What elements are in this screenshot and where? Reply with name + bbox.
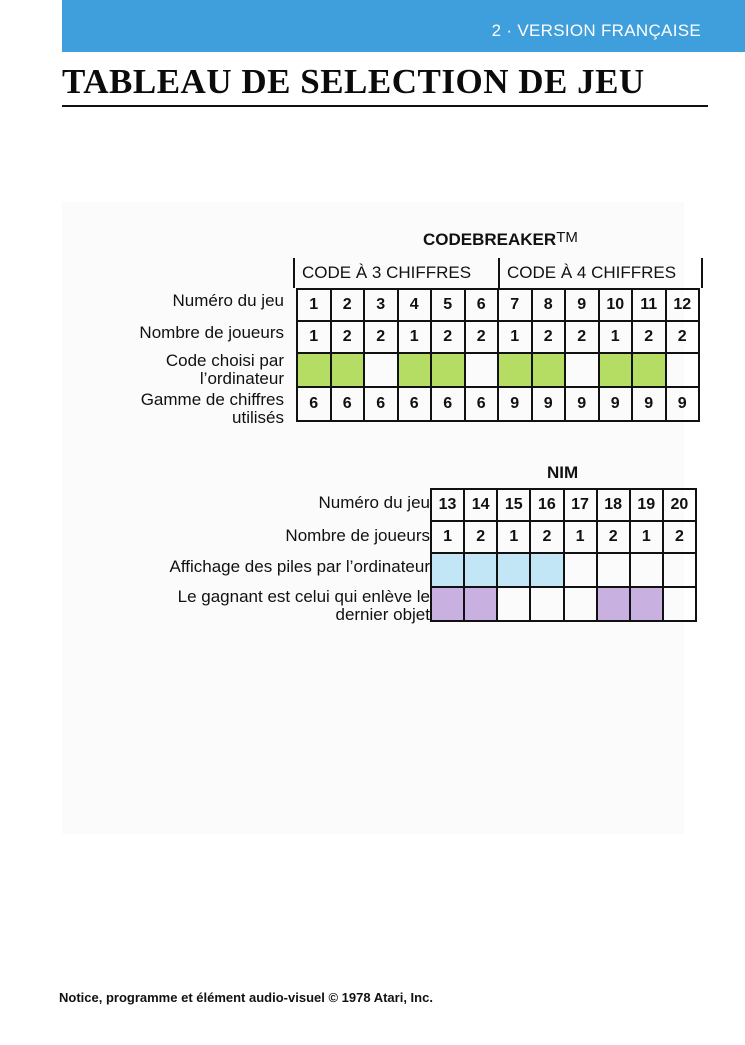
digit-range-cell: 9 <box>599 387 633 421</box>
winner-cell <box>497 587 530 621</box>
trademark-mark: TM <box>556 229 578 246</box>
game-number-cell: 11 <box>632 289 666 321</box>
nim-grid <box>430 488 697 622</box>
digit-range-cell: 6 <box>364 387 398 421</box>
players-cell: 1 <box>564 521 597 553</box>
game-number-cell: 2 <box>331 289 365 321</box>
pile-display-cell <box>663 553 696 587</box>
digit-range-cell: 9 <box>666 387 700 421</box>
game-number-cell: 5 <box>431 289 465 321</box>
nim-row-game-number <box>431 489 696 521</box>
players-cell: 1 <box>498 321 532 353</box>
nim-title: NIM <box>547 463 579 482</box>
players-cell: 1 <box>497 521 530 553</box>
codebreaker-title: CODEBREAKERTM <box>423 229 578 249</box>
pile-display-cell <box>530 553 563 587</box>
pile-display-cell <box>497 553 530 587</box>
players-cell: 2 <box>364 321 398 353</box>
digit-range-cell: 9 <box>632 387 666 421</box>
nim-row-label-winner: Le gagnant est celui qui enlève le dernier objet <box>177 587 430 624</box>
players-cell: 2 <box>565 321 599 353</box>
game-number-cell: 3 <box>364 289 398 321</box>
computer-code-cell <box>297 353 331 387</box>
game-number-cell: 13 <box>431 489 464 521</box>
players-cell: 2 <box>597 521 630 553</box>
players-cell: 2 <box>431 321 465 353</box>
players-cell: 2 <box>331 321 365 353</box>
winner-cell <box>464 587 497 621</box>
codebreaker-grid <box>296 288 700 422</box>
computer-code-cell <box>532 353 566 387</box>
players-cell: 1 <box>599 321 633 353</box>
pile-display-cell <box>630 553 663 587</box>
computer-code-cell <box>599 353 633 387</box>
nim-row-pile-display <box>431 553 696 587</box>
pile-display-cell <box>597 553 630 587</box>
game-number-cell: 18 <box>597 489 630 521</box>
game-number-cell: 10 <box>599 289 633 321</box>
game-number-cell: 17 <box>564 489 597 521</box>
players-cell: 2 <box>530 521 563 553</box>
computer-code-cell <box>465 353 499 387</box>
computer-code-cell <box>666 353 700 387</box>
nim-row-label-game-number: Numéro du jeu <box>318 493 430 512</box>
section-header: 2 · VERSION FRANÇAISE <box>491 21 701 40</box>
row-label-game-number: Numéro du jeu <box>172 291 284 310</box>
group-header-4-digits: CODE À 4 CHIFFRES <box>498 258 703 288</box>
game-number-cell: 12 <box>666 289 700 321</box>
game-number-cell: 4 <box>398 289 432 321</box>
page-title: TABLEAU DE SELECTION DE JEU <box>62 62 645 101</box>
players-cell: 1 <box>297 321 331 353</box>
digit-range-cell: 6 <box>431 387 465 421</box>
group-header-3-digits: CODE À 3 CHIFFRES <box>293 258 498 288</box>
computer-code-cell <box>632 353 666 387</box>
game-number-cell: 8 <box>532 289 566 321</box>
winner-cell <box>530 587 563 621</box>
title-rule <box>62 105 708 107</box>
game-number-cell: 6 <box>465 289 499 321</box>
nim-row-label-players: Nombre de joueurs <box>285 526 430 545</box>
digit-range-cell: 6 <box>465 387 499 421</box>
players-cell: 2 <box>632 321 666 353</box>
players-cell: 2 <box>663 521 696 553</box>
computer-code-cell <box>565 353 599 387</box>
players-cell: 2 <box>532 321 566 353</box>
digit-range-cell: 9 <box>532 387 566 421</box>
pile-display-cell <box>464 553 497 587</box>
row-label-computer-code: Code choisi par l’ordinateur <box>165 351 284 388</box>
winner-cell <box>597 587 630 621</box>
row-label-players: Nombre de joueurs <box>139 323 284 342</box>
winner-cell <box>630 587 663 621</box>
game-number-cell: 9 <box>565 289 599 321</box>
winner-cell <box>663 587 696 621</box>
game-number-cell: 20 <box>663 489 696 521</box>
game-number-cell: 14 <box>464 489 497 521</box>
pile-display-cell <box>431 553 464 587</box>
players-cell: 2 <box>666 321 700 353</box>
computer-code-cell <box>431 353 465 387</box>
copyright-footer: Notice, programme et élément audio-visuel © 1978 Atari, Inc. <box>59 990 433 1005</box>
digit-range-cell: 6 <box>297 387 331 421</box>
nim-row-players <box>431 521 696 553</box>
players-cell: 2 <box>465 321 499 353</box>
players-cell: 1 <box>431 521 464 553</box>
cb-row-players <box>297 321 699 353</box>
game-number-cell: 1 <box>297 289 331 321</box>
digit-range-cell: 6 <box>398 387 432 421</box>
cb-row-computer-code <box>297 353 699 387</box>
digit-range-cell: 6 <box>331 387 365 421</box>
digit-range-cell: 9 <box>565 387 599 421</box>
winner-cell <box>564 587 597 621</box>
pile-display-cell <box>564 553 597 587</box>
game-number-cell: 15 <box>497 489 530 521</box>
nim-row-label-pile-display: Affichage des piles par l’ordinateur <box>169 557 430 576</box>
players-cell: 2 <box>464 521 497 553</box>
computer-code-cell <box>398 353 432 387</box>
players-cell: 1 <box>630 521 663 553</box>
computer-code-cell <box>364 353 398 387</box>
computer-code-cell <box>498 353 532 387</box>
row-label-digit-range: Gamme de chiffres utilisés <box>140 390 284 427</box>
game-number-cell: 19 <box>630 489 663 521</box>
computer-code-cell <box>331 353 365 387</box>
cb-row-game-number <box>297 289 699 321</box>
winner-cell <box>431 587 464 621</box>
cb-row-digit-range <box>297 387 699 421</box>
game-number-cell: 7 <box>498 289 532 321</box>
digit-range-cell: 9 <box>498 387 532 421</box>
players-cell: 1 <box>398 321 432 353</box>
game-number-cell: 16 <box>530 489 563 521</box>
nim-row-winner <box>431 587 696 621</box>
